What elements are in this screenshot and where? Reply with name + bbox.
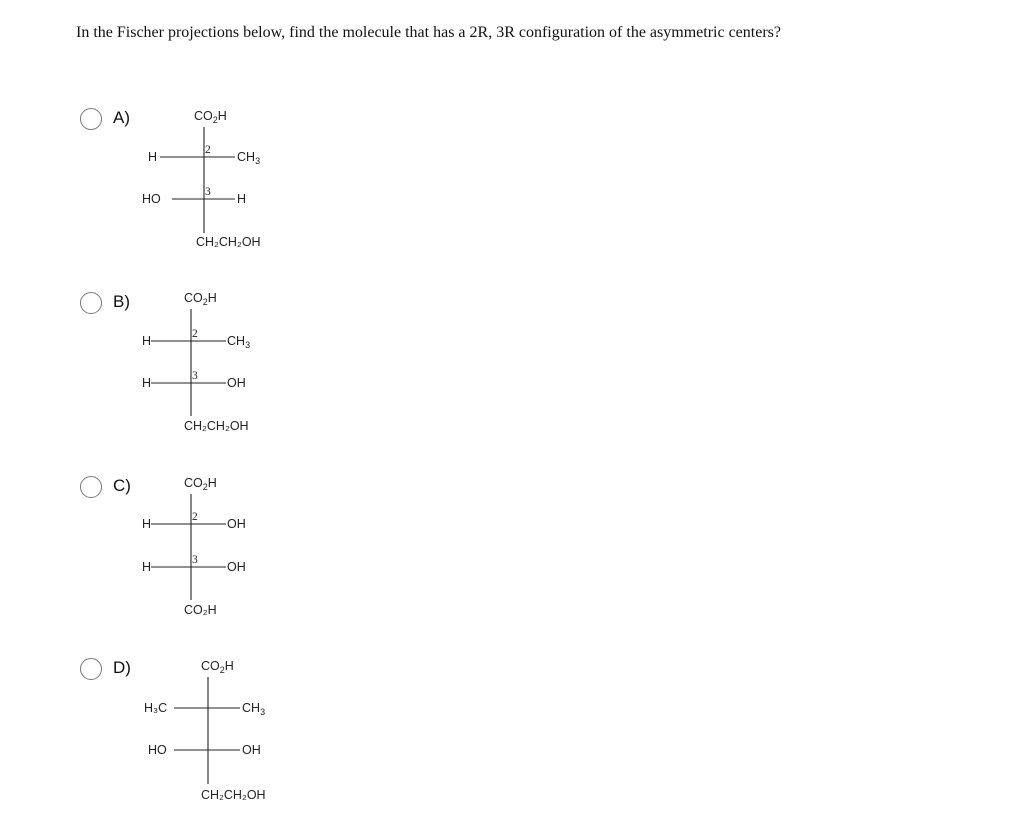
carbon-number-3: 3 <box>192 370 198 382</box>
carbon-number-3: 3 <box>205 186 211 198</box>
right-substituent-c2: $CH_3$ <box>237 150 261 166</box>
option-a-label: A) <box>113 108 130 127</box>
right-substituent-c3: OH <box>242 743 261 757</box>
bottom-group: CH₂CH₂OH <box>201 788 266 802</box>
right-substituent-c2: OH <box>227 517 246 531</box>
right-substituent-c3: H <box>237 192 247 206</box>
carbon-number-3: 3 <box>192 554 198 566</box>
bottom-group: CH₂CH₂OH <box>184 419 249 433</box>
fischer-projection-d <box>80 658 380 808</box>
left-substituent-c3: H <box>142 376 152 390</box>
left-substituent-c2: H <box>142 517 152 531</box>
top-group: $CO_2H$ <box>184 291 217 307</box>
left-substituent-c2: H₃C <box>144 701 168 715</box>
option-c-label: C) <box>113 476 131 495</box>
option-d-label: D) <box>113 658 131 677</box>
question-text: In the Fischer projections below, find the molecule that has a 2R, 3R configuration of the asymmetric centers? <box>76 24 781 41</box>
bottom-group: CH₂CH₂OH <box>196 235 261 249</box>
carbon-number-2: 2 <box>205 144 211 156</box>
fischer-projection-c <box>80 476 380 626</box>
left-substituent-c3: H <box>142 560 152 574</box>
right-substituent-c2: $CH_3$ <box>242 701 266 717</box>
carbon-number-2: 2 <box>192 511 198 523</box>
right-substituent-c2: $CH_3$ <box>227 334 251 350</box>
carbon-number-2: 2 <box>192 328 198 340</box>
left-substituent-c3: HO <box>142 192 161 206</box>
right-substituent-c3: OH <box>227 376 246 390</box>
fischer-projection-b <box>80 292 380 442</box>
left-substituent-c3: HO <box>148 743 167 757</box>
left-substituent-c2: H <box>148 150 158 164</box>
left-substituent-c2: H <box>142 334 152 348</box>
top-group: $CO_2H$ <box>184 476 217 492</box>
right-substituent-c3: OH <box>227 560 246 574</box>
top-group: $CO_2H$ <box>201 659 234 675</box>
top-group: $CO_2H$ <box>194 109 227 125</box>
option-b-label: B) <box>113 292 130 311</box>
fischer-projection-a <box>80 108 380 258</box>
bottom-group: CO₂H <box>184 603 217 617</box>
